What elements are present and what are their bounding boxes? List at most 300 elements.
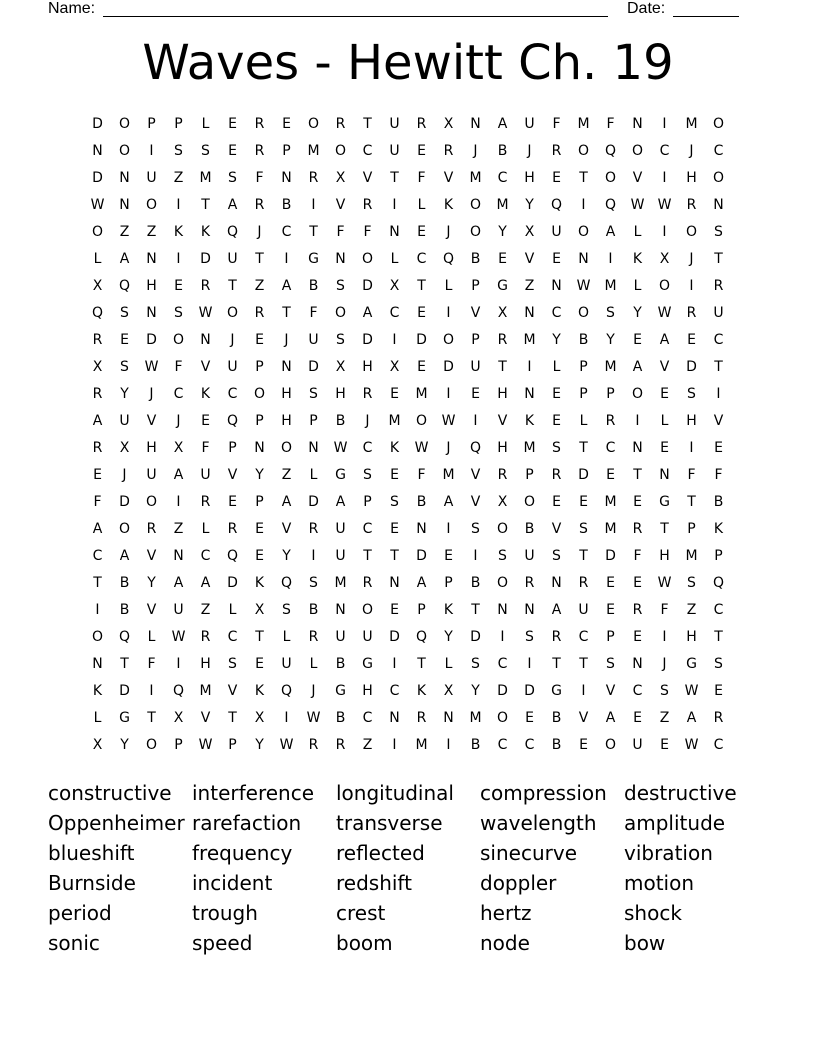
grid-letter: R xyxy=(713,278,724,294)
grid-letter: U xyxy=(146,170,157,186)
grid-letter: E xyxy=(417,143,426,159)
grid-letter: E xyxy=(255,521,264,537)
grid-row xyxy=(84,465,732,492)
grid-letter: P xyxy=(606,386,615,402)
grid-letter: E xyxy=(552,170,561,186)
grid-letter: N xyxy=(119,197,130,213)
grid-letter: X xyxy=(254,710,265,726)
grid-letter: N xyxy=(551,575,562,591)
word-list-item: speed xyxy=(192,931,253,955)
grid-letter: D xyxy=(308,494,319,510)
grid-letter: R xyxy=(632,521,643,537)
grid-letter: I xyxy=(176,656,181,672)
grid-letter: R xyxy=(335,116,346,132)
grid-letter: S xyxy=(336,278,345,294)
grid-letter: X xyxy=(92,278,103,294)
grid-letter: C xyxy=(632,683,643,699)
grid-letter: U xyxy=(524,548,535,564)
grid-letter: U xyxy=(362,629,373,645)
word-list-item: destructive xyxy=(624,781,737,805)
grid-row xyxy=(84,222,732,249)
grid-letter: N xyxy=(659,467,670,483)
grid-letter: E xyxy=(228,143,237,159)
grid-letter: S xyxy=(552,440,561,456)
grid-letter: N xyxy=(308,440,319,456)
grid-row xyxy=(84,492,732,519)
grid-letter: W xyxy=(657,575,672,591)
grid-letter: U xyxy=(119,413,130,429)
grid-letter: O xyxy=(145,197,158,213)
grid-letter: N xyxy=(254,440,265,456)
grid-letter: D xyxy=(146,332,157,348)
grid-letter: O xyxy=(469,224,482,240)
word-list-item: reflected xyxy=(336,841,425,865)
grid-letter: Q xyxy=(604,143,617,159)
grid-letter: M xyxy=(442,467,455,483)
grid-letter: V xyxy=(335,197,346,213)
grid-letter: A xyxy=(416,575,427,591)
grid-letter: O xyxy=(334,143,347,159)
grid-letter: I xyxy=(176,251,181,267)
grid-row xyxy=(84,600,732,627)
grid-letter: M xyxy=(334,575,347,591)
grid-letter: I xyxy=(662,224,667,240)
grid-letter: T xyxy=(363,116,372,132)
grid-letter: E xyxy=(417,305,426,321)
grid-letter: I xyxy=(446,305,451,321)
grid-letter: O xyxy=(577,224,590,240)
grid-letter: T xyxy=(228,710,237,726)
grid-letter: Y xyxy=(147,575,156,591)
grid-letter: F xyxy=(93,494,102,510)
word-list-item: Oppenheimer xyxy=(48,811,185,835)
grid-letter: E xyxy=(633,494,642,510)
grid-letter: E xyxy=(174,278,183,294)
word-list-item: blueshift xyxy=(48,841,135,865)
grid-letter: V xyxy=(200,359,211,375)
grid-letter: J xyxy=(311,683,316,699)
grid-letter: L xyxy=(309,656,318,672)
grid-letter: J xyxy=(446,224,451,240)
grid-letter: K xyxy=(92,683,103,699)
grid-letter: I xyxy=(608,251,613,267)
grid-letter: V xyxy=(227,683,238,699)
grid-letter: Z xyxy=(254,278,265,294)
grid-letter: G xyxy=(362,656,373,672)
header xyxy=(48,0,748,20)
grid-letter: H xyxy=(146,440,157,456)
grid-letter: O xyxy=(631,143,644,159)
grid-letter: R xyxy=(308,521,319,537)
grid-letter: I xyxy=(581,197,586,213)
grid-letter: O xyxy=(118,521,131,537)
grid-letter: Q xyxy=(226,224,239,240)
grid-row xyxy=(84,519,732,546)
grid-letter: E xyxy=(390,602,399,618)
grid-letter: L xyxy=(444,278,453,294)
grid-letter: R xyxy=(200,494,211,510)
grid-letter: M xyxy=(469,170,482,186)
grid-letter: I xyxy=(662,170,667,186)
grid-letter: I xyxy=(311,548,316,564)
grid-letter: S xyxy=(282,602,291,618)
grid-letter: R xyxy=(200,629,211,645)
grid-letter: F xyxy=(363,224,372,240)
grid-letter: Q xyxy=(415,629,428,645)
grid-letter: I xyxy=(176,494,181,510)
grid-letter: N xyxy=(389,575,400,591)
grid-letter: D xyxy=(578,467,589,483)
grid-row xyxy=(84,357,732,384)
grid-letter: K xyxy=(200,386,211,402)
grid-letter: U xyxy=(632,737,643,753)
grid-letter: Z xyxy=(524,278,535,294)
grid-letter: C xyxy=(227,386,238,402)
grid-letter: Z xyxy=(173,170,184,186)
grid-letter: B xyxy=(335,656,346,672)
grid-letter: B xyxy=(470,251,481,267)
grid-letter: O xyxy=(226,305,239,321)
grid-letter: E xyxy=(579,494,588,510)
grid-letter: F xyxy=(687,467,696,483)
grid-letter: I xyxy=(392,197,397,213)
grid-letter: O xyxy=(496,710,509,726)
grid-letter: W xyxy=(171,629,186,645)
grid-row xyxy=(84,249,732,276)
grid-letter: L xyxy=(552,359,561,375)
grid-letter: O xyxy=(307,116,320,132)
grid-letter: L xyxy=(147,629,156,645)
grid-letter: I xyxy=(392,737,397,753)
grid-letter: T xyxy=(228,278,237,294)
grid-letter: S xyxy=(201,143,210,159)
grid-letter: R xyxy=(416,116,427,132)
grid-letter: L xyxy=(201,521,210,537)
grid-letter: D xyxy=(308,359,319,375)
grid-letter: C xyxy=(713,332,724,348)
word-list-item: frequency xyxy=(192,841,293,865)
grid-letter: S xyxy=(228,170,237,186)
grid-letter: R xyxy=(254,116,265,132)
grid-letter: O xyxy=(685,224,698,240)
grid-letter: I xyxy=(662,116,667,132)
grid-letter: L xyxy=(390,251,399,267)
grid-letter: N xyxy=(524,305,535,321)
grid-letter: E xyxy=(390,386,399,402)
grid-letter: I xyxy=(500,629,505,645)
grid-letter: T xyxy=(201,197,210,213)
grid-letter: X xyxy=(659,251,670,267)
name-field[interactable] xyxy=(103,16,608,17)
grid-letter: F xyxy=(660,602,669,618)
grid-letter: N xyxy=(470,116,481,132)
grid-letter: R xyxy=(551,143,562,159)
grid-letter: O xyxy=(631,386,644,402)
grid-letter: Q xyxy=(172,683,185,699)
grid-letter: A xyxy=(497,116,508,132)
grid-letter: M xyxy=(604,359,617,375)
grid-letter: T xyxy=(363,548,372,564)
grid-letter: Z xyxy=(659,710,670,726)
grid-letter: I xyxy=(392,656,397,672)
grid-letter: S xyxy=(309,575,318,591)
grid-letter: J xyxy=(473,143,478,159)
grid-letter: X xyxy=(389,278,400,294)
grid-letter: W xyxy=(414,440,429,456)
grid-letter: D xyxy=(470,629,481,645)
grid-letter: R xyxy=(92,440,103,456)
grid-letter: E xyxy=(606,602,615,618)
grid-letter: Q xyxy=(712,575,725,591)
grid-letter: D xyxy=(227,575,238,591)
grid-letter: U xyxy=(551,224,562,240)
grid-letter: J xyxy=(527,143,532,159)
grid-letter: R xyxy=(227,521,238,537)
grid-letter: W xyxy=(144,359,159,375)
grid-letter: H xyxy=(281,386,292,402)
grid-letter: Y xyxy=(444,629,453,645)
grid-letter: H xyxy=(659,548,670,564)
grid-letter: H xyxy=(686,629,697,645)
grid-letter: N xyxy=(443,710,454,726)
word-list-item: constructive xyxy=(48,781,172,805)
grid-letter: Y xyxy=(120,386,129,402)
grid-letter: D xyxy=(119,683,130,699)
grid-letter: N xyxy=(551,278,562,294)
grid-letter: A xyxy=(362,305,373,321)
grid-letter: K xyxy=(443,197,454,213)
grid-letter: K xyxy=(416,683,427,699)
grid-letter: N xyxy=(119,170,130,186)
grid-letter: N xyxy=(632,440,643,456)
grid-letter: V xyxy=(605,683,616,699)
grid-letter: P xyxy=(174,116,183,132)
grid-letter: S xyxy=(660,683,669,699)
grid-letter: R xyxy=(416,710,427,726)
grid-letter: B xyxy=(470,575,481,591)
grid-letter: A xyxy=(119,548,130,564)
grid-letter: Z xyxy=(362,737,373,753)
grid-letter: T xyxy=(660,521,669,537)
grid-letter: R xyxy=(605,413,616,429)
grid-letter: V xyxy=(497,413,508,429)
grid-letter: T xyxy=(309,224,318,240)
grid-letter: R xyxy=(308,737,319,753)
grid-letter: N xyxy=(92,656,103,672)
grid-letter: I xyxy=(716,386,721,402)
grid-letter: E xyxy=(660,737,669,753)
word-list-item: boom xyxy=(336,931,393,955)
grid-letter: G xyxy=(686,656,697,672)
date-field[interactable] xyxy=(673,16,739,17)
grid-letter: T xyxy=(147,710,156,726)
grid-letter: X xyxy=(92,737,103,753)
grid-letter: R xyxy=(335,737,346,753)
grid-letter: P xyxy=(687,521,696,537)
grid-letter: R xyxy=(497,332,508,348)
grid-letter: U xyxy=(281,656,292,672)
grid-letter: T xyxy=(714,251,723,267)
grid-letter: M xyxy=(307,143,320,159)
grid-letter: V xyxy=(470,467,481,483)
grid-letter: I xyxy=(527,359,532,375)
grid-letter: H xyxy=(497,386,508,402)
grid-letter: M xyxy=(685,116,698,132)
grid-letter: P xyxy=(228,440,237,456)
grid-letter: A xyxy=(173,467,184,483)
grid-letter: M xyxy=(199,683,212,699)
grid-letter: J xyxy=(176,413,181,429)
grid-letter: S xyxy=(525,629,534,645)
grid-letter: O xyxy=(118,116,131,132)
grid-letter: D xyxy=(92,170,103,186)
grid-letter: V xyxy=(146,548,157,564)
grid-letter: V xyxy=(524,251,535,267)
grid-letter: S xyxy=(336,332,345,348)
grid-letter: W xyxy=(279,737,294,753)
grid-letter: B xyxy=(281,197,292,213)
grid-letter: N xyxy=(281,170,292,186)
grid-row xyxy=(84,330,732,357)
grid-letter: L xyxy=(444,656,453,672)
grid-letter: V xyxy=(146,413,157,429)
grid-letter: M xyxy=(523,332,536,348)
grid-letter: E xyxy=(687,332,696,348)
grid-row xyxy=(84,141,732,168)
grid-letter: F xyxy=(714,467,723,483)
grid-letter: T xyxy=(255,251,264,267)
page-title: Waves - Hewitt Ch. 19 xyxy=(142,35,674,91)
grid-letter: R xyxy=(92,332,103,348)
grid-letter: T xyxy=(417,656,426,672)
grid-letter: K xyxy=(254,683,265,699)
grid-letter: V xyxy=(578,710,589,726)
grid-letter: A xyxy=(92,521,103,537)
grid-letter: N xyxy=(713,197,724,213)
grid-letter: K xyxy=(443,602,454,618)
grid-letter: E xyxy=(417,224,426,240)
grid-letter: S xyxy=(714,656,723,672)
grid-letter: P xyxy=(255,359,264,375)
grid-letter: V xyxy=(146,602,157,618)
grid-letter: C xyxy=(659,143,670,159)
grid-letter: K xyxy=(173,224,184,240)
grid-letter: C xyxy=(713,737,724,753)
grid-letter: A xyxy=(605,224,616,240)
grid-letter: O xyxy=(334,305,347,321)
grid-letter: I xyxy=(581,683,586,699)
grid-letter: Q xyxy=(604,197,617,213)
grid-letter: R xyxy=(146,521,157,537)
grid-letter: W xyxy=(441,413,456,429)
grid-letter: P xyxy=(309,413,318,429)
grid-letter: M xyxy=(604,521,617,537)
grid-letter: J xyxy=(446,440,451,456)
grid-letter: Y xyxy=(606,332,615,348)
grid-letter: D xyxy=(200,251,211,267)
grid-letter: H xyxy=(686,170,697,186)
grid-letter: S xyxy=(687,386,696,402)
grid-letter: R xyxy=(254,143,265,159)
grid-letter: X xyxy=(443,116,454,132)
word-list-item: compression xyxy=(480,781,607,805)
letter-grid xyxy=(84,114,732,762)
grid-letter: C xyxy=(200,548,211,564)
grid-letter: E xyxy=(201,413,210,429)
grid-letter: E xyxy=(93,467,102,483)
grid-letter: O xyxy=(118,143,131,159)
grid-letter: I xyxy=(473,413,478,429)
grid-letter: K xyxy=(713,521,724,537)
grid-letter: G xyxy=(551,683,562,699)
grid-letter: T xyxy=(390,548,399,564)
word-list-item: rarefaction xyxy=(192,811,302,835)
grid-letter: O xyxy=(361,251,374,267)
grid-letter: H xyxy=(362,683,373,699)
grid-letter: J xyxy=(149,386,154,402)
grid-letter: R xyxy=(686,305,697,321)
grid-letter: X xyxy=(173,710,184,726)
grid-letter: C xyxy=(416,251,427,267)
date-label: Date: xyxy=(627,0,666,17)
grid-letter: X xyxy=(497,494,508,510)
word-list-item: interference xyxy=(192,781,315,805)
grid-letter: E xyxy=(444,548,453,564)
grid-letter: N xyxy=(389,224,400,240)
grid-letter: A xyxy=(659,332,670,348)
grid-letter: Q xyxy=(442,251,455,267)
grid-letter: W xyxy=(576,278,591,294)
grid-letter: D xyxy=(389,629,400,645)
grid-letter: U xyxy=(335,521,346,537)
grid-letter: V xyxy=(551,521,562,537)
grid-letter: M xyxy=(415,737,428,753)
word-list-item: shock xyxy=(624,901,682,925)
grid-letter: A xyxy=(92,413,103,429)
grid-letter: D xyxy=(605,548,616,564)
grid-letter: P xyxy=(471,278,480,294)
grid-letter: C xyxy=(578,629,589,645)
grid-row xyxy=(84,438,732,465)
grid-row xyxy=(84,654,732,681)
grid-letter: M xyxy=(388,413,401,429)
grid-letter: C xyxy=(362,440,373,456)
name-label: Name: xyxy=(48,0,96,17)
grid-letter: T xyxy=(714,629,723,645)
grid-letter: P xyxy=(255,494,264,510)
word-list-item: longitudinal xyxy=(336,781,454,805)
grid-letter: E xyxy=(417,359,426,375)
grid-letter: S xyxy=(714,224,723,240)
grid-letter: C xyxy=(605,440,616,456)
grid-letter: E xyxy=(255,548,264,564)
grid-letter: B xyxy=(578,332,589,348)
grid-letter: X xyxy=(443,683,454,699)
grid-letter: R xyxy=(362,575,373,591)
grid-letter: W xyxy=(630,197,645,213)
grid-letter: T xyxy=(390,170,399,186)
grid-letter: K xyxy=(254,575,265,591)
grid-letter: Y xyxy=(255,467,264,483)
grid-letter: N xyxy=(416,521,427,537)
grid-letter: Y xyxy=(471,683,480,699)
grid-letter: O xyxy=(577,305,590,321)
grid-row xyxy=(84,627,732,654)
grid-letter: L xyxy=(633,278,642,294)
grid-letter: R xyxy=(362,197,373,213)
grid-letter: C xyxy=(92,548,103,564)
grid-letter: U xyxy=(200,467,211,483)
